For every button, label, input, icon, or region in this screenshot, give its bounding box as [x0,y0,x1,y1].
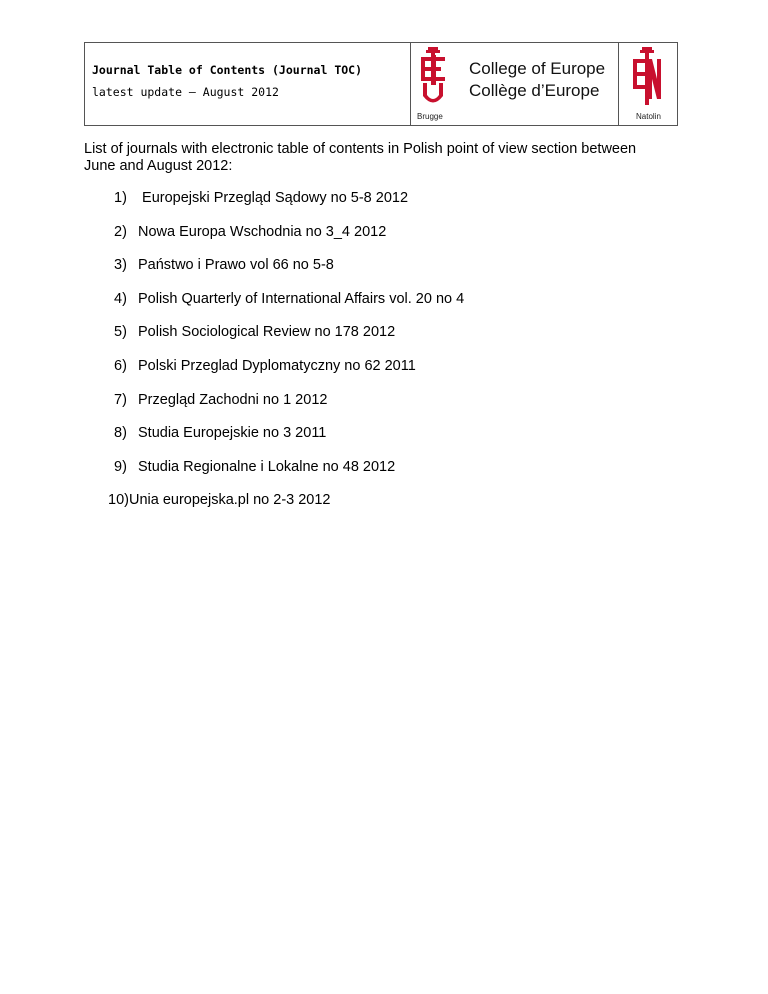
list-number: 10) [108,492,129,509]
list-number: 7) [114,391,127,408]
journal-title: Studia Europejskie no 3 2011 [138,425,327,442]
list-number: 5) [114,324,127,341]
header-table [84,42,678,126]
journal-title: Nowa Europa Wschodnia no 3_4 2012 [138,223,387,240]
list-number: 1) [114,190,127,206]
document-subtitle: latest update – August 2012 [92,85,279,99]
journal-title: Polish Sociological Review no 178 2012 [138,324,396,341]
journal-list-item [114,358,464,392]
journal-title: Europejski Przegląd Sądowy no 5-8 2012 [138,190,409,206]
journal-list [108,190,465,526]
natolin-crest-logo [631,47,663,109]
college-logo-cell [411,43,619,125]
campus-label-natolin: Natolin [636,112,661,121]
list-number: 8) [114,425,127,442]
journal-list-item [114,291,464,325]
journal-list-item [114,459,464,493]
journal-title: Państwo i Prawo vol 66 no 5-8 [138,257,334,274]
journal-list-item [114,190,464,224]
journal-title: Polski Przeglad Dyplomatyczny no 62 2011 [138,357,416,374]
list-number: 3) [114,257,127,274]
campus-label-brugge: Brugge [417,112,443,121]
journal-list-item [114,392,464,426]
journal-title: Przegląd Zachodni no 1 2012 [138,391,328,408]
journal-title: Studia Regionalne i Lokalne no 48 2012 [138,458,396,475]
document-title: Journal Table of Contents (Journal TOC) [92,63,363,77]
college-name-english: College of Europe [469,59,606,78]
college-name-french: Collège d’Europe [469,81,600,100]
list-number: 2) [114,223,127,240]
journal-list-item [114,257,464,291]
journal-title: Unia europejska.pl no 2-3 2012 [128,492,331,509]
list-number: 9) [114,458,127,475]
journal-list-item [108,492,464,526]
journal-list-item [114,224,464,258]
journal-list-item [114,425,464,459]
brugge-crest-logo [417,47,449,109]
header-title-cell [85,43,411,125]
college-name [469,58,605,102]
list-number: 4) [114,290,127,307]
intro-paragraph: List of journals with electronic table of contents in Polish point of view section between June and August 2012: [84,141,637,174]
journal-title: Polish Quarterly of International Affairs vol. 20 no 4 [138,290,465,307]
natolin-logo-cell [619,43,677,125]
journal-list-item [114,324,464,358]
list-number: 6) [114,357,127,374]
